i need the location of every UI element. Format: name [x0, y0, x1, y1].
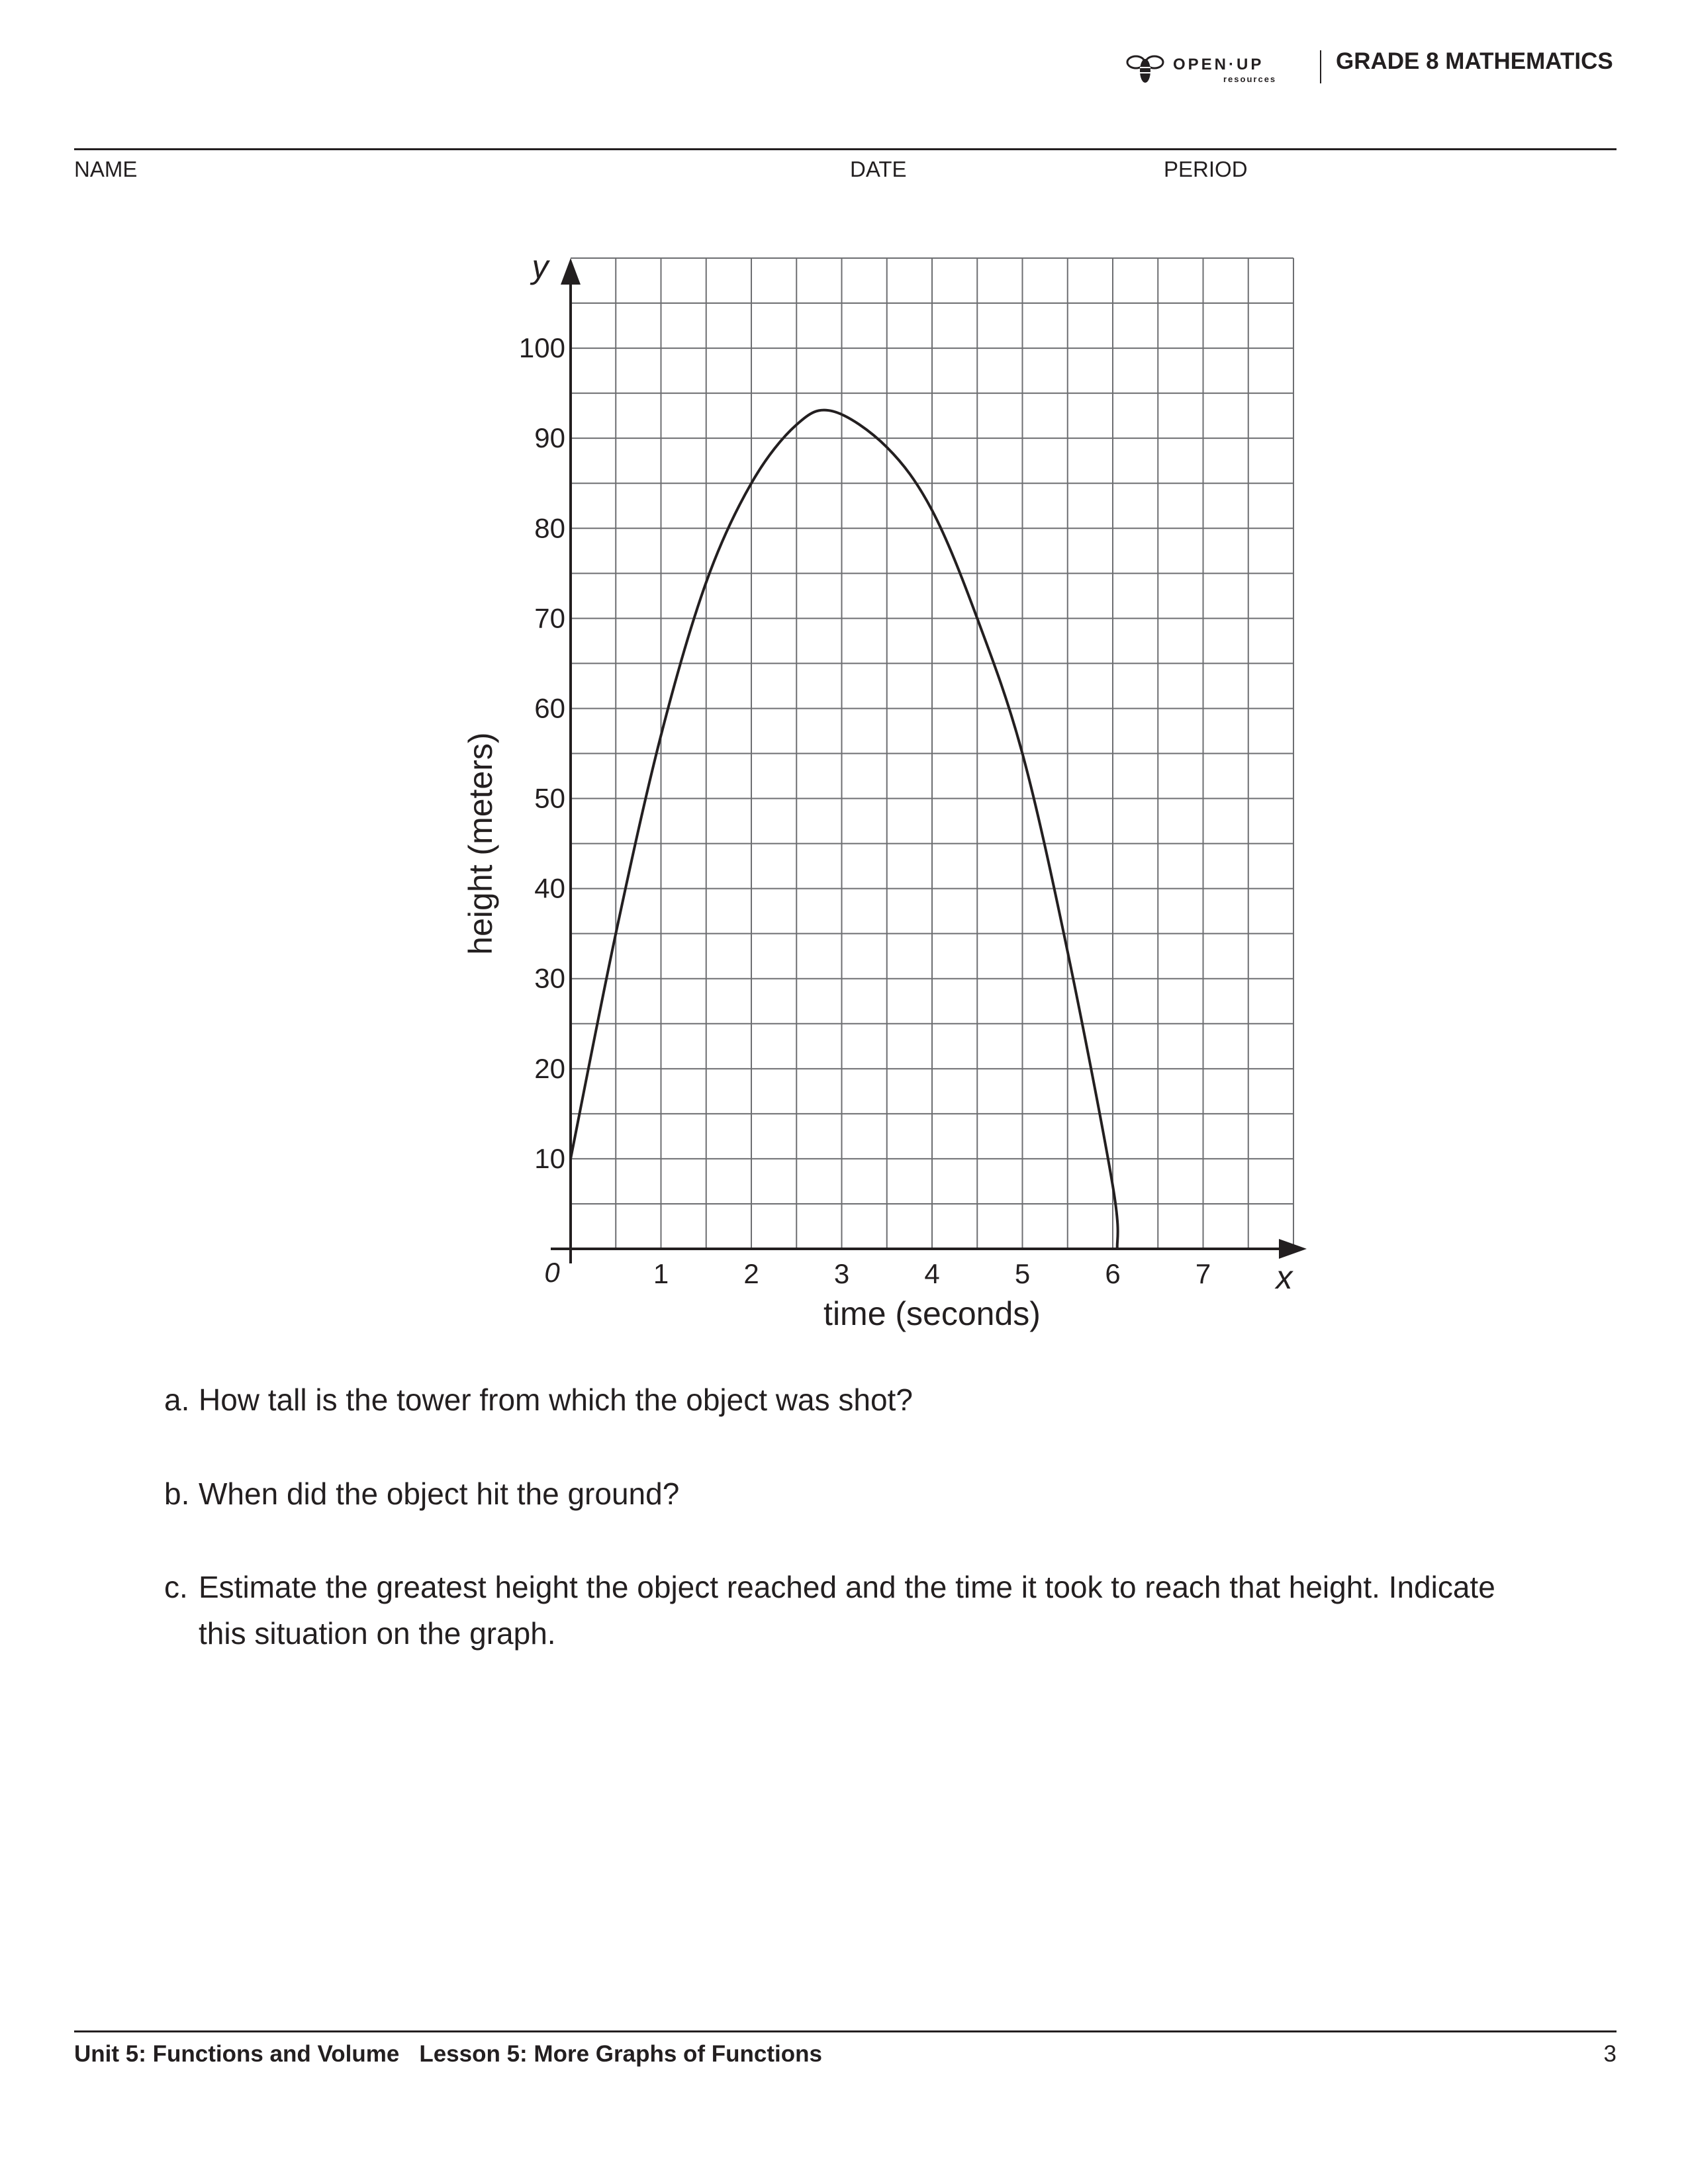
question-label: a. [164, 1383, 190, 1417]
page-number: 3 [1603, 2041, 1617, 2067]
y-tick-label: 30 [534, 962, 565, 994]
x-tick-label: 5 [1014, 1258, 1031, 1289]
question-text: Estimate the greatest height the object reached and the time it took to reach that height. Indicate [199, 1570, 1495, 1604]
x-tick-label: 2 [743, 1258, 759, 1289]
question-a [164, 1377, 913, 1423]
question-label: c. [164, 1570, 188, 1604]
open-up-logo [1125, 49, 1297, 89]
y-tick-label: 20 [534, 1052, 565, 1084]
logo-subtext: resources [1223, 74, 1277, 84]
header-divider [1320, 50, 1321, 83]
y-tick-label: 60 [534, 692, 565, 724]
logo-text: OPEN·UP [1173, 56, 1264, 73]
x-tick-label: 4 [924, 1258, 940, 1289]
name-label: NAME [74, 157, 138, 181]
footer-lesson: Lesson 5: More Graphs of Functions [419, 2041, 822, 2067]
footer-rule [74, 2030, 1617, 2032]
y-tick-label: 80 [534, 512, 565, 544]
x-tick-label: 7 [1195, 1258, 1211, 1289]
question-text: When did the object hit the ground? [199, 1477, 680, 1511]
question-label: b. [164, 1477, 190, 1511]
x-tick-label: 6 [1105, 1258, 1121, 1289]
y-axis-arrow [561, 258, 581, 285]
question-text-continued: this situation on the graph. [199, 1616, 556, 1651]
origin-label: 0 [544, 1257, 560, 1288]
y-tick-label: 70 [534, 602, 565, 634]
bee-icon [1125, 49, 1165, 89]
y-tick-label: 50 [534, 782, 565, 814]
height-curve [571, 410, 1118, 1249]
x-tick-label: 1 [653, 1258, 669, 1289]
height-time-graph [450, 238, 1324, 1350]
y-tick-label: 100 [518, 332, 565, 364]
x-axis-title: time (seconds) [823, 1295, 1041, 1332]
question-c [164, 1564, 1495, 1657]
y-tick-label: 40 [534, 872, 565, 904]
y-tick-label: 10 [534, 1142, 565, 1174]
course-title: GRADE 8 MATHEMATICS [1336, 48, 1613, 74]
x-axis-variable: x [1276, 1259, 1293, 1296]
y-axis-title: height (meters) [462, 732, 499, 955]
date-label: DATE [850, 157, 907, 181]
header-rule [74, 148, 1617, 150]
question-b [164, 1471, 679, 1517]
footer-unit: Unit 5: Functions and Volume [74, 2041, 400, 2067]
period-label: PERIOD [1164, 157, 1248, 181]
y-axis-variable: y [532, 248, 549, 285]
footer-lesson-info [74, 2041, 822, 2068]
y-tick-label: 90 [534, 422, 565, 454]
question-text: How tall is the tower from which the object was shot? [199, 1383, 913, 1417]
x-tick-label: 3 [833, 1258, 850, 1289]
